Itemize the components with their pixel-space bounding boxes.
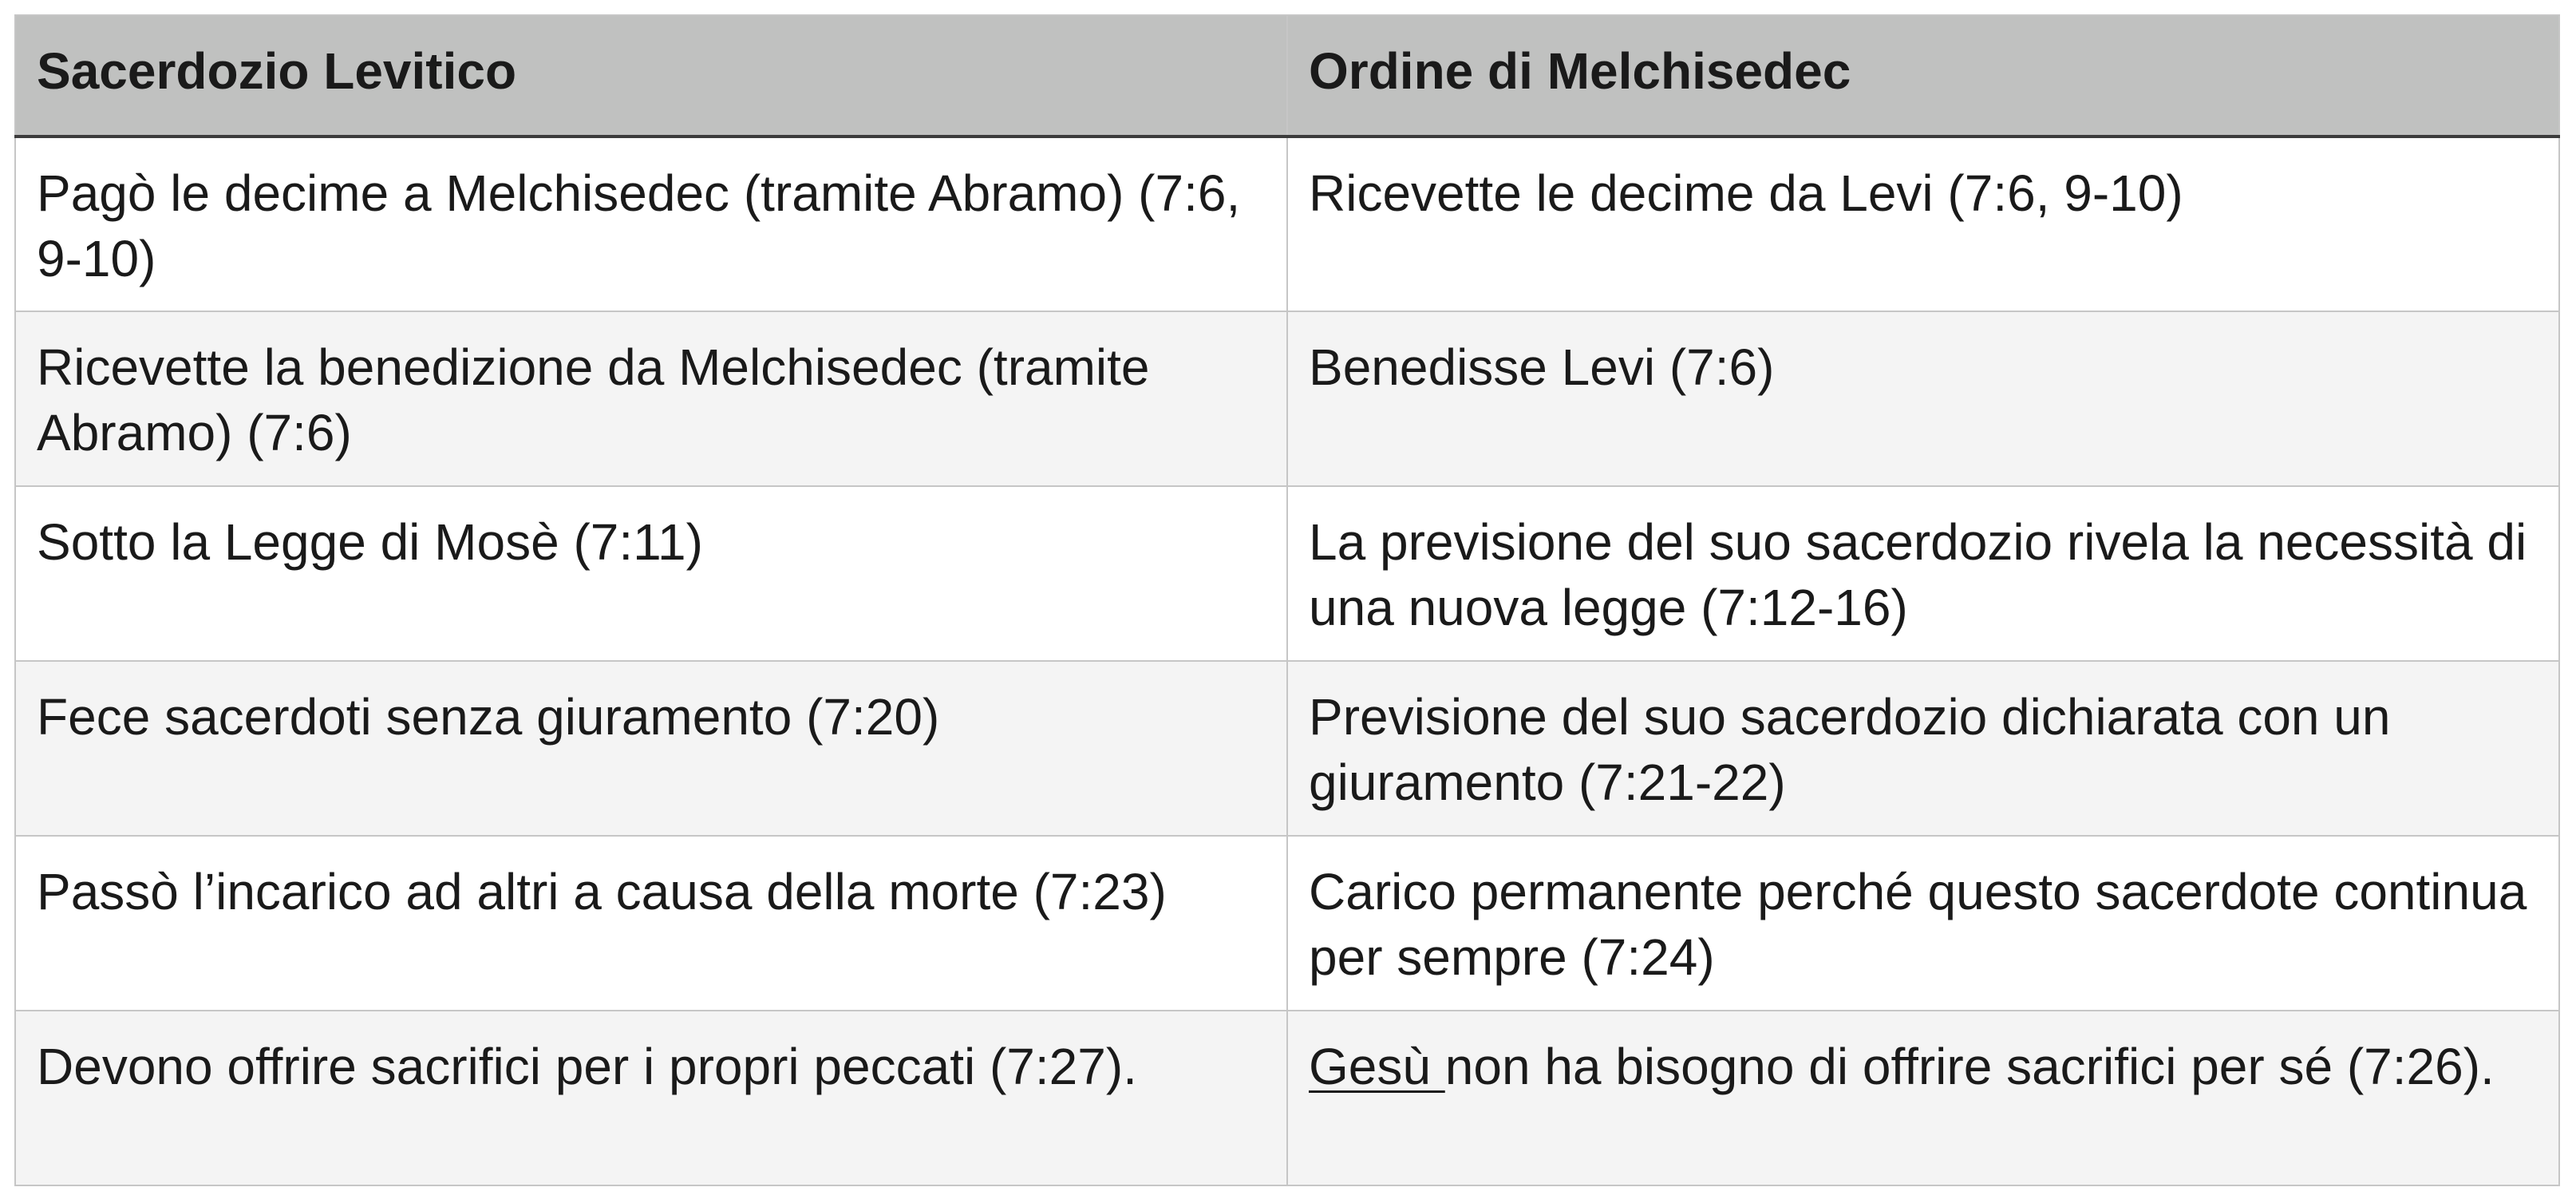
cell-melchizedek: Previsione del suo sacerdozio dichiarata con un giuramento (7:21-22) [1287, 661, 2559, 836]
cell-levitical: Fece sacerdoti senza giuramento (7:20) [15, 661, 1287, 836]
table-body [15, 137, 2559, 1185]
cell-levitical: Sotto la Legge di Mosè (7:11) [15, 486, 1287, 661]
cell-melchizedek: Carico permanente perché questo sacerdote continua per sempre (7:24) [1287, 836, 2559, 1011]
cell-melchizedek: Benedisse Levi (7:6) [1287, 311, 2559, 486]
cell-melchizedek-text: non ha bisogno di offrire sacrifici per sé (7:26). [1444, 1038, 2495, 1095]
cell-levitical: Devono offrire sacrifici per i propri peccati (7:27). [15, 1011, 1287, 1185]
table-row [15, 486, 2559, 661]
cell-levitical: Pagò le decime a Melchisedec (tramite Abramo) (7:6, 9-10) [15, 137, 1287, 311]
underlined-jesus-text: Gesù [1309, 1038, 1445, 1095]
table-row [15, 661, 2559, 836]
comparison-table [14, 14, 2560, 1186]
table-row [15, 311, 2559, 486]
cell-levitical: Passò l’incarico ad altri a causa della morte (7:23) [15, 836, 1287, 1011]
table-header [15, 15, 2559, 137]
header-order-of-melchizedek: Ordine di Melchisedec [1287, 15, 2559, 137]
table-row [15, 1011, 2559, 1185]
header-row [15, 15, 2559, 137]
cell-melchizedek [1287, 1011, 2559, 1185]
comparison-table-container [14, 14, 2558, 1186]
cell-levitical: Ricevette la benedizione da Melchisedec (tramite Abramo) (7:6) [15, 311, 1287, 486]
table-row [15, 137, 2559, 311]
table-row [15, 836, 2559, 1011]
cell-melchizedek: La previsione del suo sacerdozio rivela la necessità di una nuova legge (7:12-16) [1287, 486, 2559, 661]
header-levitical-priesthood: Sacerdozio Levitico [15, 15, 1287, 137]
cell-melchizedek: Ricevette le decime da Levi (7:6, 9-10) [1287, 137, 2559, 311]
